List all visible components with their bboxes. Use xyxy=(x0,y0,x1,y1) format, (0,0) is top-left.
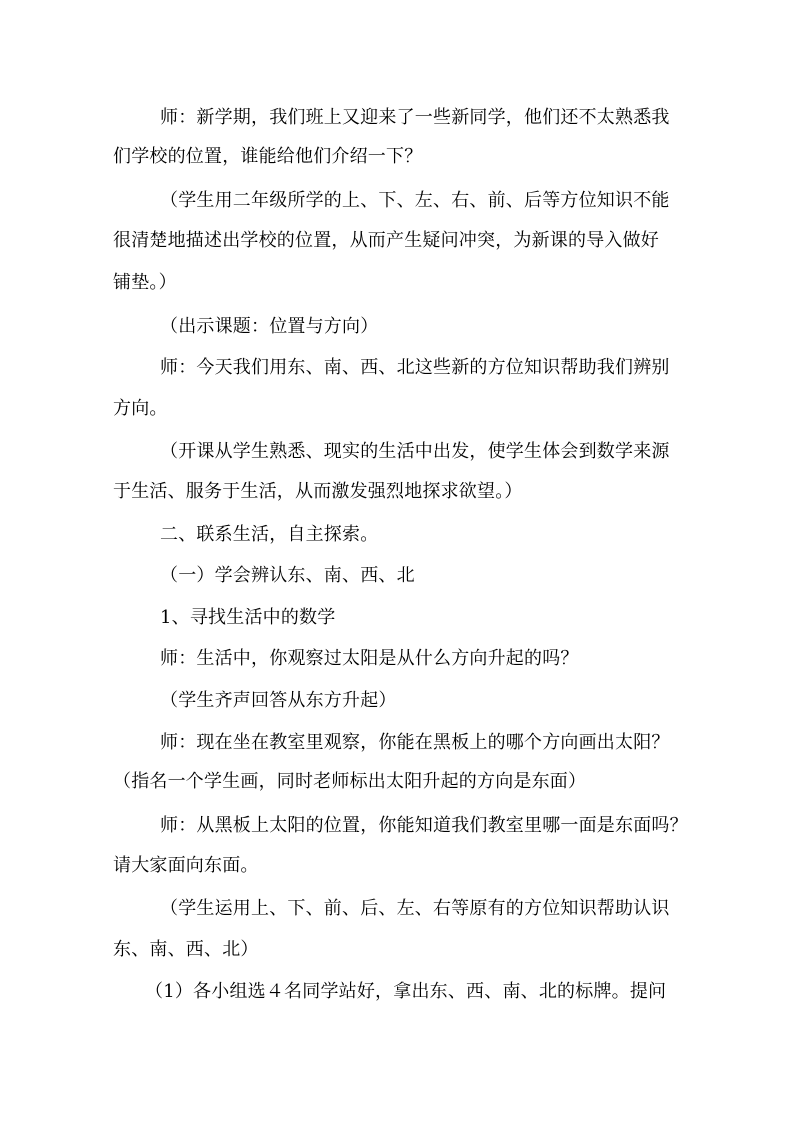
paragraph-line: 们学校的位置，谁能给他们介绍一下？ xyxy=(113,146,423,167)
paragraph-line: 1、寻找生活中的数学 xyxy=(160,607,336,628)
paragraph-line: （学生齐声回答从东方升起） xyxy=(160,690,397,711)
paragraph-line: （指名一个学生画，同时老师标出太阳升起的方向是东面） xyxy=(113,771,587,792)
paragraph-line: （出示课题：位置与方向） xyxy=(160,316,379,337)
paragraph-line: 请大家面向东面。 xyxy=(113,855,259,876)
paragraph-line: 师：从黑板上太阳的位置，你能知道我们教室里哪一面是东面吗？ xyxy=(160,815,688,836)
paragraph-line: （开课从学生熟悉、现实的生活中出发，使学生体会到数学来源 xyxy=(160,441,670,462)
paragraph-line: 于生活、服务于生活，从而激发强烈地探求欲望。） xyxy=(113,481,523,502)
paragraph-line: 很清楚地描述出学校的位置，从而产生疑问冲突，为新课的导入做好 xyxy=(113,230,659,251)
paragraph-line: 方向。 xyxy=(113,398,168,419)
paragraph-line: 东、南、西、北） xyxy=(113,939,259,960)
subsection-heading: （一）学会辨认东、南、西、北 xyxy=(160,565,415,586)
paragraph-line: 师：生活中，你观察过太阳是从什么方向升起的吗？ xyxy=(160,648,579,669)
paragraph-line: （1）各小组选４名同学站好，拿出东、西、南、北的标牌。提问 xyxy=(145,981,667,1002)
paragraph-line: 师：新学期，我们班上又迎来了一些新同学，他们还不太熟悉我 xyxy=(160,107,670,128)
paragraph-line: （学生运用上、下、前、后、左、右等原有的方位知识帮助认识 xyxy=(160,898,670,919)
paragraph-line: （学生用二年级所学的上、下、左、右、前、后等方位知识不能 xyxy=(160,190,670,211)
paragraph-line: 师：今天我们用东、南、西、北这些新的方位知识帮助我们辨别 xyxy=(160,357,670,378)
section-heading: 二、联系生活，自主探索。 xyxy=(160,524,379,545)
paragraph-line: 铺垫。） xyxy=(113,272,177,293)
paragraph-line: 师：现在坐在教室里观察，你能在黑板上的哪个方向画出太阳？ xyxy=(160,732,670,753)
